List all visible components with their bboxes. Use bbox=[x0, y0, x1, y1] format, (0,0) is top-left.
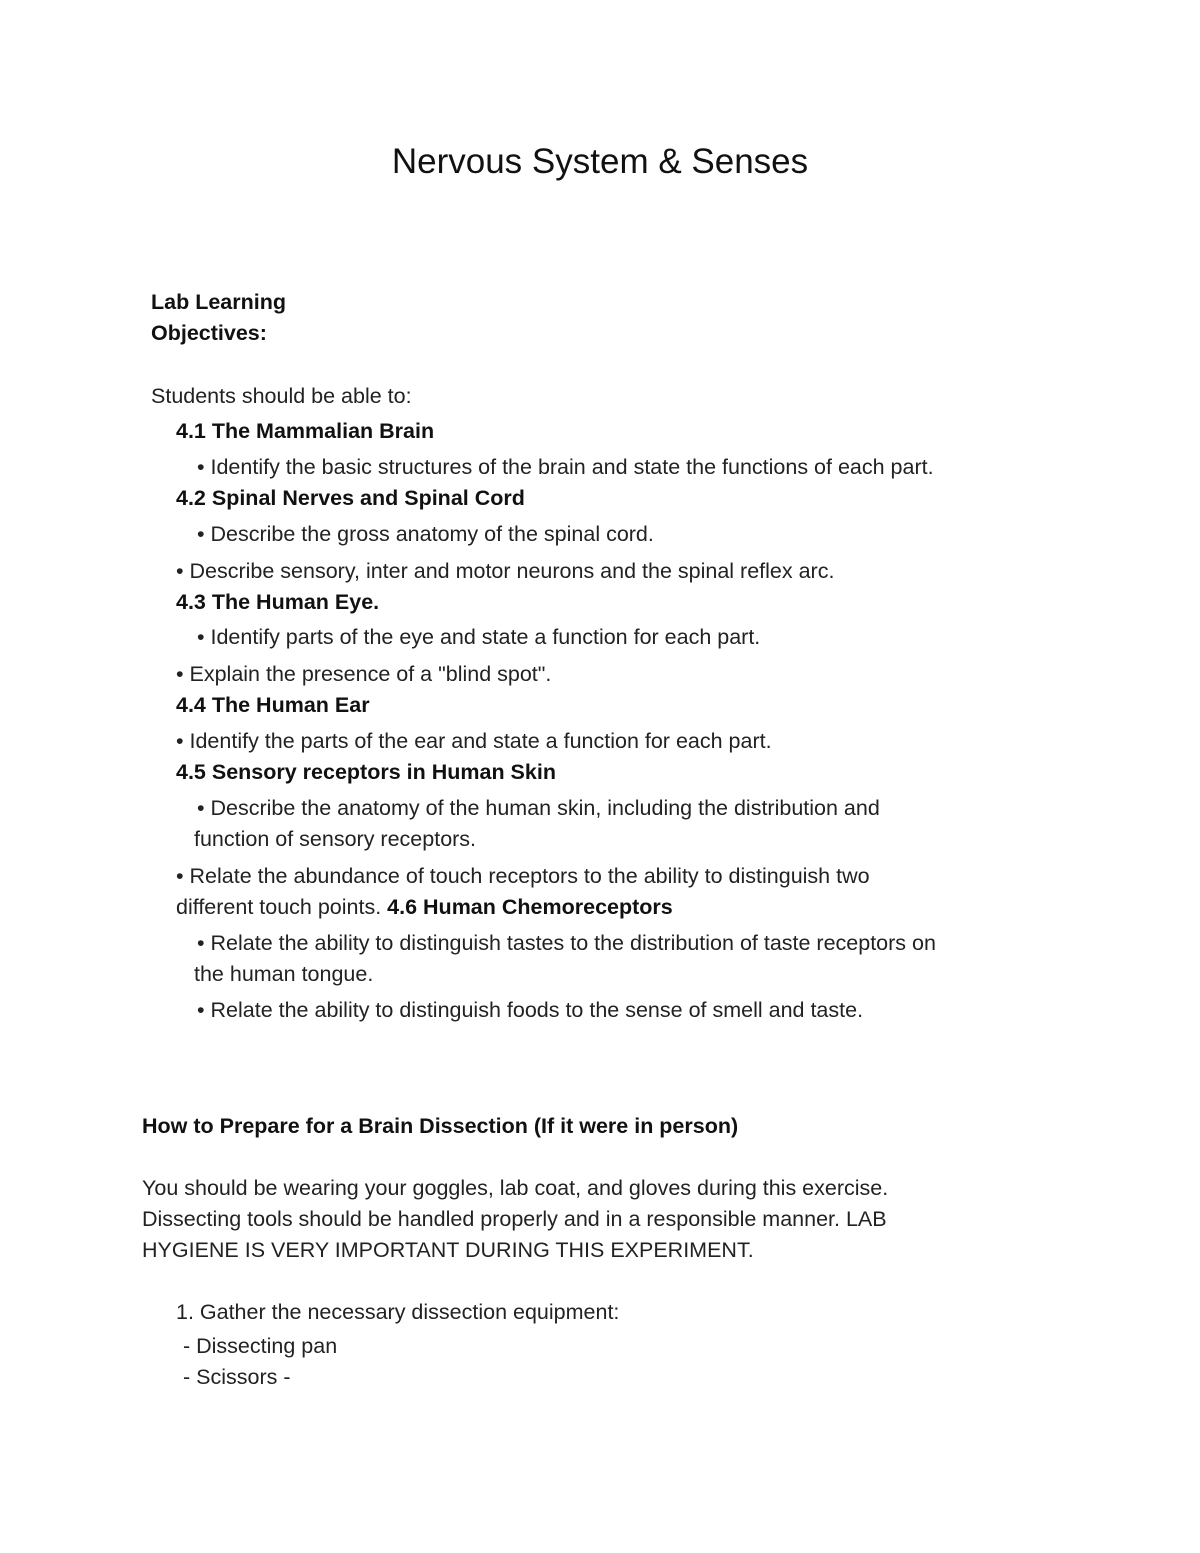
objectives-intro: Students should be able to: bbox=[151, 384, 412, 408]
section-heading-4-4: 4.4 The Human Ear bbox=[176, 693, 370, 717]
bullet-item: • Describe the anatomy of the human skin, including the distribution and bbox=[197, 796, 880, 820]
section-heading-4-6: 4.6 Human Chemoreceptors bbox=[387, 895, 673, 919]
objectives-heading-line1: Lab Learning bbox=[151, 290, 286, 314]
equipment-item: - Dissecting pan bbox=[183, 1334, 338, 1358]
prep-paragraph-line: You should be wearing your goggles, lab coat, and gloves during this exercise. bbox=[142, 1176, 889, 1200]
section-heading-4-1: 4.1 The Mammalian Brain bbox=[176, 419, 435, 443]
prep-heading: How to Prepare for a Brain Dissection (If it were in person) bbox=[142, 1114, 739, 1138]
bullet-item: • Identify the basic structures of the brain and state the functions of each part. bbox=[197, 455, 934, 479]
bullet-item: • Describe the gross anatomy of the spinal cord. bbox=[197, 522, 654, 546]
step-1: 1. Gather the necessary dissection equipment: bbox=[176, 1300, 620, 1324]
bullet-item: • Relate the abundance of touch receptors to the ability to distinguish two bbox=[176, 864, 870, 888]
mixed-line bbox=[176, 895, 673, 921]
objectives-heading-line2: Objectives: bbox=[151, 321, 267, 345]
bullet-item: • Describe sensory, inter and motor neurons and the spinal reflex arc. bbox=[176, 559, 835, 583]
section-heading-4-5: 4.5 Sensory receptors in Human Skin bbox=[176, 760, 556, 784]
bullet-item: • Explain the presence of a "blind spot". bbox=[176, 662, 552, 686]
equipment-item: - Scissors - bbox=[183, 1365, 291, 1389]
bullet-item: • Relate the ability to distinguish foods to the sense of smell and taste. bbox=[197, 998, 864, 1022]
section-heading-4-3: 4.3 The Human Eye. bbox=[176, 590, 380, 614]
bullet-item: • Identify parts of the eye and state a function for each part. bbox=[197, 625, 761, 649]
bullet-continuation: function of sensory receptors. bbox=[194, 827, 477, 851]
bullet-item: • Relate the ability to distinguish tastes to the distribution of taste receptors on bbox=[197, 931, 936, 955]
section-heading-4-2: 4.2 Spinal Nerves and Spinal Cord bbox=[176, 486, 525, 510]
prep-paragraph-line: HYGIENE IS VERY IMPORTANT DURING THIS EXPERIMENT. bbox=[142, 1238, 754, 1262]
page-title: Nervous System & Senses bbox=[391, 142, 809, 181]
bullet-continuation: different touch points. bbox=[176, 895, 388, 919]
bullet-item: • Identify the parts of the ear and state a function for each part. bbox=[176, 729, 772, 753]
bullet-continuation: the human tongue. bbox=[194, 962, 374, 986]
prep-paragraph-line: Dissecting tools should be handled properly and in a responsible manner. LAB bbox=[142, 1207, 887, 1231]
